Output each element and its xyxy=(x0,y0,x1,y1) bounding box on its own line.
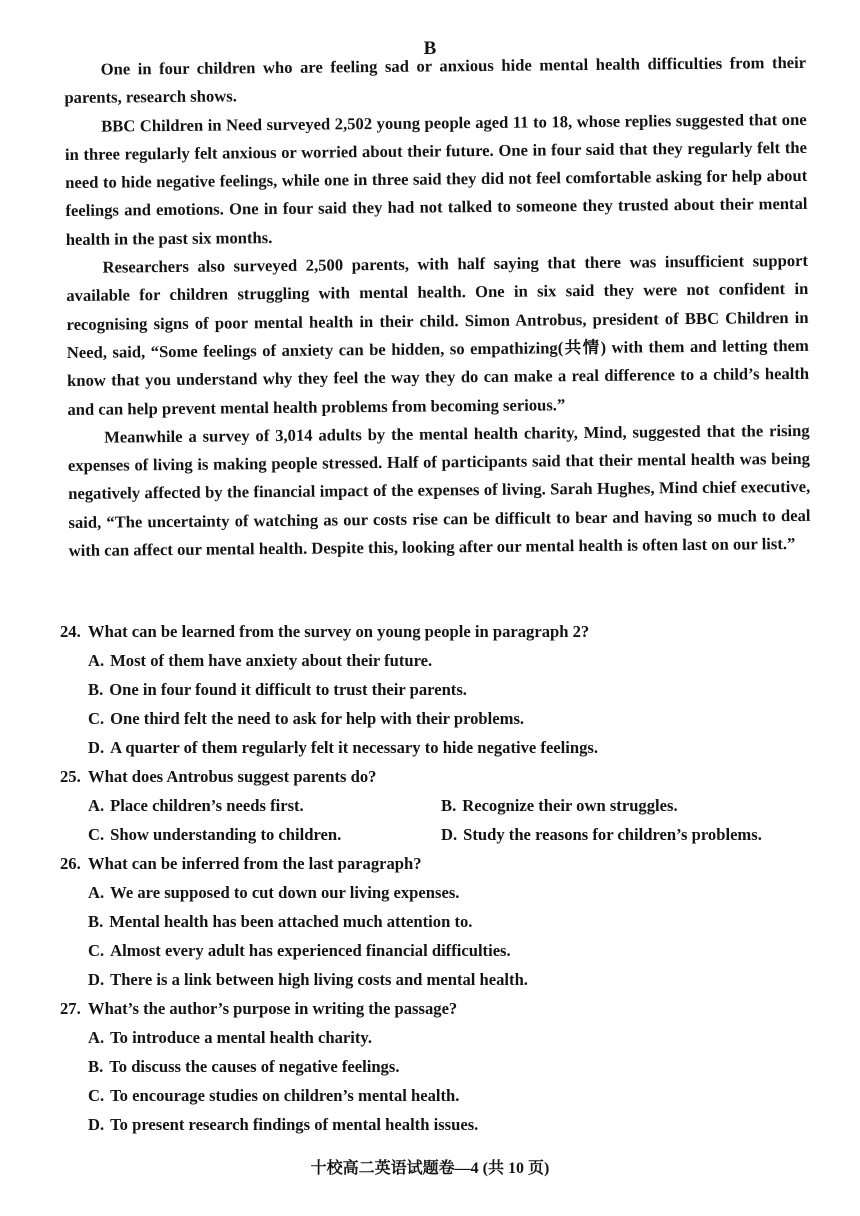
page-footer: 十校高二英语试题卷—4 (共 10 页) xyxy=(310,1160,550,1177)
question-stem xyxy=(60,849,808,878)
option-text: There is a link between high living costs and mental health. xyxy=(110,970,528,989)
option-d xyxy=(441,820,762,849)
option-text: To present research findings of mental health issues. xyxy=(110,1115,479,1134)
option-text: One in four found it difficult to trust their parents. xyxy=(109,680,467,699)
option-text: Almost every adult has experienced financial difficulties. xyxy=(110,941,511,960)
question-number: 25. xyxy=(60,767,81,786)
passage-paragraph-4: Meanwhile a survey of 3,014 adults by the mental health charity, Mind, suggested that the rising expenses of living is making people stressed. Half of participants said that their mental health was being negatively affected by the financial impact of the expenses of living. Sarah Hughes, Mind chief executive, said, “The uncertainty of watching as our costs rise can be difficult to bear and having so much to deal with can affect our mental health. Despite this, looking after our mental health is often last on our list.” xyxy=(67,420,811,561)
option-letter: C. xyxy=(88,709,105,728)
question-26 xyxy=(60,849,808,994)
option-c xyxy=(88,820,441,849)
question-24 xyxy=(60,617,808,762)
option-letter: D. xyxy=(441,825,458,844)
option-b xyxy=(88,1052,808,1081)
option-letter: B. xyxy=(88,680,104,699)
question-list xyxy=(60,617,808,1139)
option-letter: B. xyxy=(88,912,104,931)
option-text: Show understanding to children. xyxy=(110,825,342,844)
option-text: To discuss the causes of negative feelings. xyxy=(109,1057,400,1076)
option-text: A quarter of them regularly felt it necessary to hide negative feelings. xyxy=(110,738,599,757)
option-a xyxy=(88,878,808,907)
passage-paragraph-1: One in four children who are feeling sad or anxious hide mental health difficulties from their parents, research shows. xyxy=(64,52,807,108)
option-row xyxy=(88,820,808,849)
option-letter: C. xyxy=(88,941,105,960)
reading-passage xyxy=(64,49,811,565)
question-27 xyxy=(60,994,808,1139)
question-stem xyxy=(60,617,808,646)
question-text: What does Antrobus suggest parents do? xyxy=(88,767,377,786)
option-letter: B. xyxy=(441,796,457,815)
option-c xyxy=(88,936,808,965)
question-25 xyxy=(60,762,808,849)
option-a xyxy=(88,646,808,675)
option-letter: A. xyxy=(88,651,105,670)
section-heading: B xyxy=(423,38,437,59)
option-d xyxy=(88,1110,808,1139)
option-c xyxy=(88,704,808,733)
option-text: Study the reasons for children’s problems. xyxy=(463,825,762,844)
option-letter: B. xyxy=(88,1057,104,1076)
option-letter: C. xyxy=(88,825,105,844)
option-b xyxy=(88,907,808,936)
option-letter: D. xyxy=(88,738,105,757)
option-letter: A. xyxy=(88,883,105,902)
option-b xyxy=(88,675,808,704)
option-a xyxy=(88,791,441,820)
option-letter: C. xyxy=(88,1086,105,1105)
question-number: 26. xyxy=(60,854,81,873)
question-text: What’s the author’s purpose in writing the passage? xyxy=(88,999,458,1018)
question-stem xyxy=(60,994,808,1023)
option-text: To introduce a mental health charity. xyxy=(110,1028,372,1047)
option-d xyxy=(88,733,808,762)
option-letter: A. xyxy=(88,1028,105,1047)
option-text: Recognize their own struggles. xyxy=(462,796,678,815)
option-b xyxy=(441,791,678,820)
option-letter: D. xyxy=(88,1115,105,1134)
option-a xyxy=(88,1023,808,1052)
option-c xyxy=(88,1081,808,1110)
option-row xyxy=(88,791,808,820)
passage-paragraph-2: BBC Children in Need surveyed 2,502 young people aged 11 to 18, whose replies suggested that one in three regularly felt anxious or worried about their future. One in four said that they regularly felt the need to hide negative feelings, while one in three said they did not feel comfortable asking for help about feelings and emotions. One in four said they had not talked to someone they trusted about their mental health in the past six months. xyxy=(64,109,808,249)
option-text: To encourage studies on children’s mental health. xyxy=(110,1086,460,1105)
question-number: 27. xyxy=(60,999,81,1018)
question-number: 24. xyxy=(60,622,81,641)
question-stem xyxy=(60,762,808,791)
question-text: What can be learned from the survey on young people in paragraph 2? xyxy=(88,622,590,641)
passage-paragraph-3: Researchers also surveyed 2,500 parents, with half saying that there was insufficient support available for children struggling with mental health. One in six said they were not confident in recognising signs of poor mental health in their child. Simon Antrobus, president of BBC Children in Need, said, “Some feelings of anxiety can be hidden, so empathizing(共情) with them and letting them know that you understand why they feel the way they do can make a real difference to a child’s health and can help prevent mental health problems from becoming serious.” xyxy=(66,250,810,419)
option-text: One third felt the need to ask for help with their problems. xyxy=(110,709,525,728)
option-d xyxy=(88,965,808,994)
option-text: Most of them have anxiety about their future. xyxy=(110,651,433,670)
option-text: We are supposed to cut down our living expenses. xyxy=(110,883,460,902)
question-text: What can be inferred from the last paragraph? xyxy=(88,854,422,873)
option-text: Place children’s needs first. xyxy=(110,796,304,815)
option-letter: A. xyxy=(88,796,105,815)
option-text: Mental health has been attached much attention to. xyxy=(109,912,473,931)
option-letter: D. xyxy=(88,970,105,989)
